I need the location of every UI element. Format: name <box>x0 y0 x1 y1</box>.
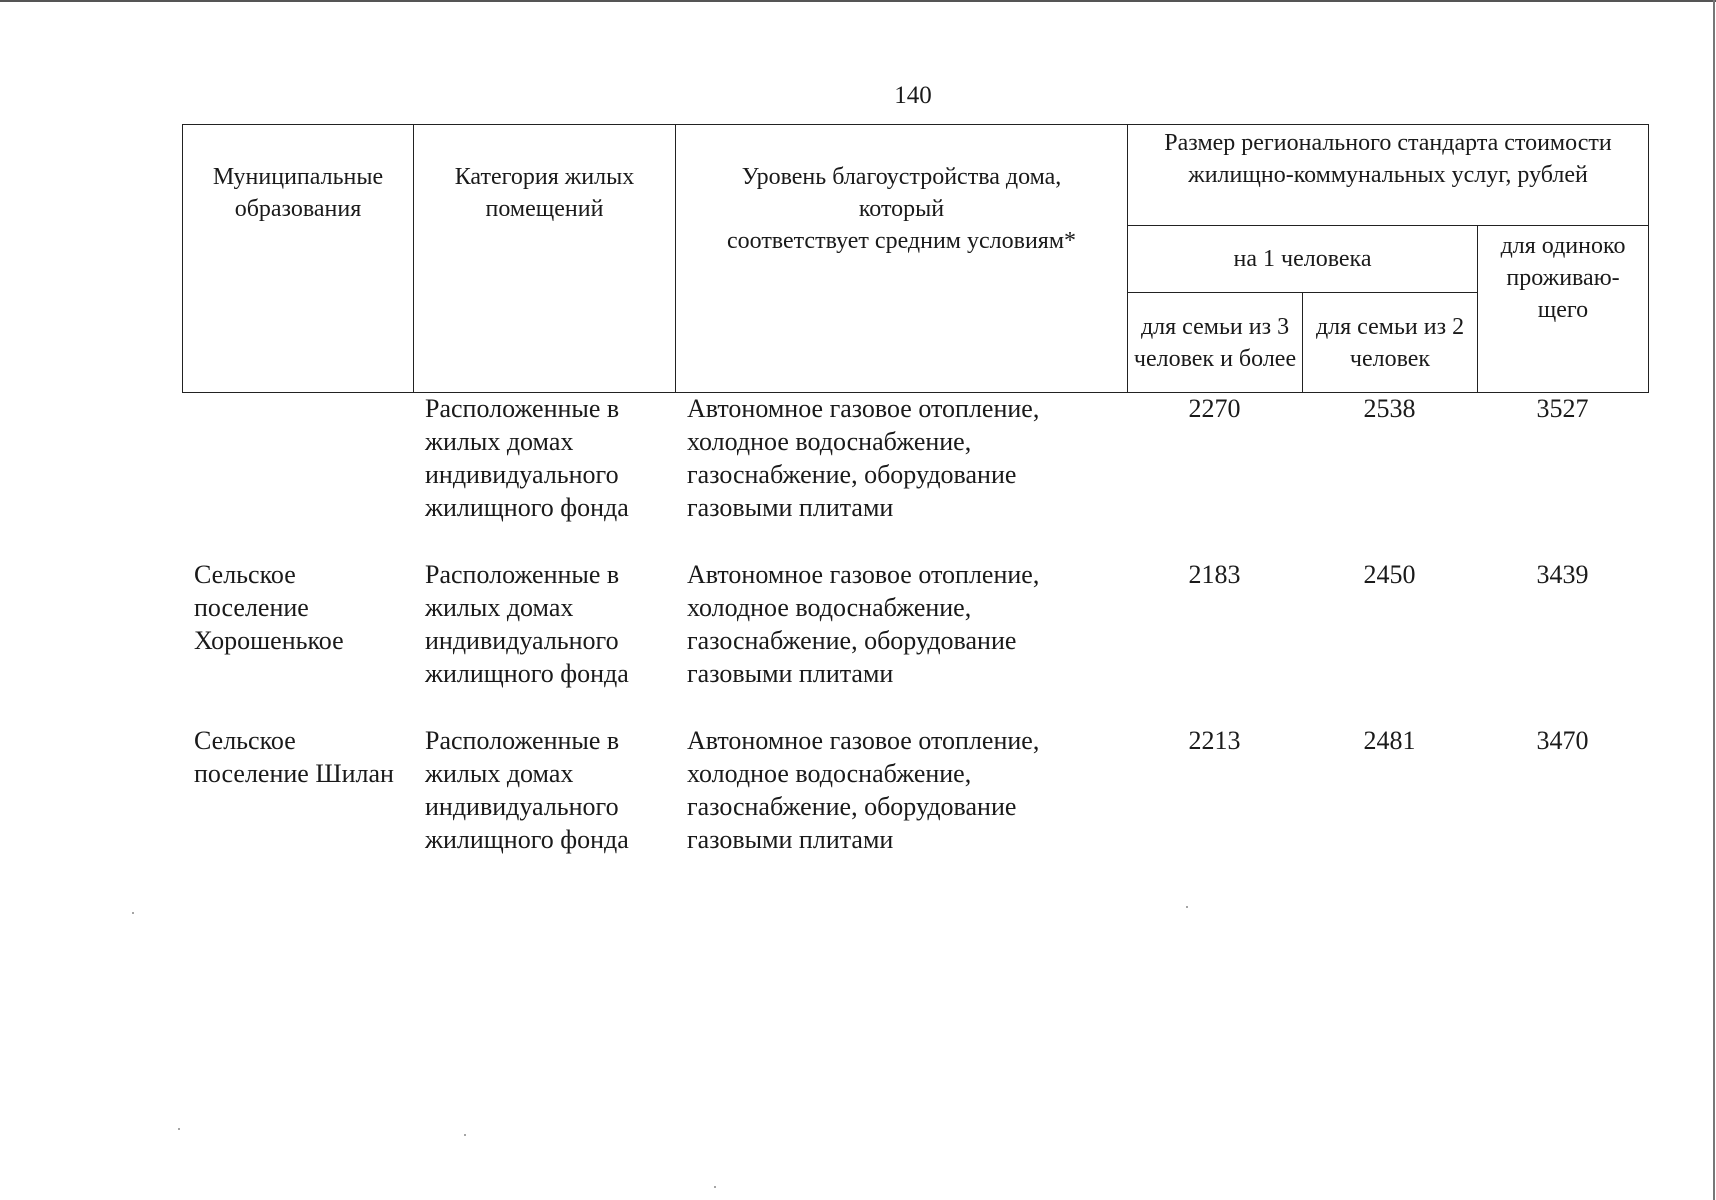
header-family3-label: для семьи из 3 человек и более <box>1133 313 1297 372</box>
header-per-person-label: на 1 человека <box>1233 246 1372 272</box>
row-category: Расположенные в жилых домах индивидуального жилищного фонда <box>425 726 629 854</box>
row-municipality <box>182 392 413 558</box>
table-row <box>182 392 1648 558</box>
row-family3-value: 2183 <box>1188 560 1241 589</box>
row-municipality: Сельское поселение Хорошенькое <box>194 560 344 655</box>
scan-speck <box>464 1134 466 1136</box>
header-per-person <box>1128 226 1478 293</box>
row-category: Расположенные в жилых домах индивидуального жилищного фонда <box>425 560 629 688</box>
row-level: Автономное газовое отопление, холодное водоснабжение, газоснабжение, оборудование газовыми плитами <box>687 560 1040 688</box>
header-category-label: Категория жилых помещений <box>454 164 635 222</box>
row-municipality: Сельское поселение Шилан <box>194 726 394 788</box>
table-header <box>182 124 1649 393</box>
scan-speck <box>1186 906 1188 908</box>
row-family2-value: 2450 <box>1363 560 1416 589</box>
scan-speck <box>178 1128 180 1130</box>
data-table <box>182 392 1648 890</box>
scan-right-edge <box>1713 0 1715 1200</box>
header-single-label: для одиноко проживаю-щего <box>1500 233 1626 323</box>
scan-speck <box>132 912 134 914</box>
row-level: Автономное газовое отопление, холодное водоснабжение, газоснабжение, оборудование газовыми плитами <box>687 726 1040 854</box>
row-category: Расположенные в жилых домах индивидуального жилищного фонда <box>425 394 629 522</box>
header-category <box>414 125 676 393</box>
row-family2-value: 2538 <box>1363 394 1416 423</box>
row-family3-value: 2270 <box>1188 394 1241 423</box>
row-single-value: 3470 <box>1536 726 1589 755</box>
header-family3 <box>1128 293 1303 393</box>
header-level-line1: Уровень благоустройства дома, который <box>741 164 1062 222</box>
header-level-line2: соответствует средним условиям* <box>726 228 1077 254</box>
header-standard-label: Размер регионального стандарта стоимости жилищно-коммунальных услуг, рублей <box>1164 130 1612 188</box>
page-number: 140 <box>894 82 932 109</box>
header-municipality-label: Муниципальные образования <box>212 164 384 222</box>
row-single-value: 3527 <box>1536 394 1589 423</box>
row-family2-value: 2481 <box>1363 726 1416 755</box>
header-level <box>676 125 1128 393</box>
header-family2 <box>1303 293 1478 393</box>
row-family3-value: 2213 <box>1188 726 1241 755</box>
table-row <box>182 558 1648 724</box>
scan-top-edge <box>0 0 1716 2</box>
header-single <box>1478 226 1649 393</box>
row-level: Автономное газовое отопление, холодное водоснабжение, газоснабжение, оборудование газовыми плитами <box>687 394 1040 522</box>
scan-speck <box>714 1186 716 1188</box>
header-family2-label: для семьи из 2 человек <box>1315 313 1465 372</box>
header-municipality <box>183 125 414 393</box>
table-row <box>182 724 1648 890</box>
header-standard <box>1128 125 1649 226</box>
row-single-value: 3439 <box>1536 560 1589 589</box>
